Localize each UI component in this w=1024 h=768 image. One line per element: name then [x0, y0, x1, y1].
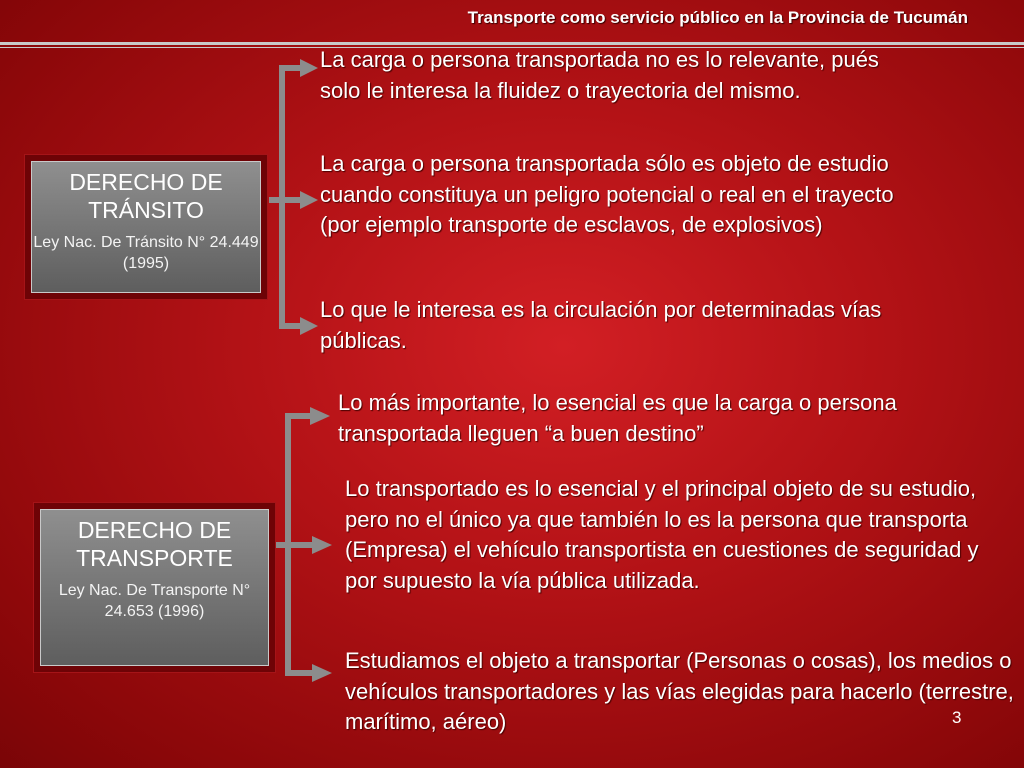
arrow-head-icon	[312, 536, 332, 554]
transito-statement-1: La carga o persona transportada no es lo relevante, pués solo le interesa la fluidez o trayectoria del mismo.	[320, 47, 879, 103]
transito-statement-3: Lo que le interesa es la circulación por determinadas vías públicas.	[320, 297, 882, 353]
page-number: 3	[952, 708, 962, 727]
derecho-transito-law: Ley Nac. De Tránsito N° 24.449 (1995)	[33, 234, 259, 272]
arrow-head-icon	[310, 407, 330, 425]
derecho-transporte-box	[40, 509, 269, 666]
arrow-head-icon	[312, 664, 332, 682]
arrow-head-icon	[300, 317, 318, 335]
derecho-transporte-law: Ley Nac. De Transporte N° 24.653 (1996)	[58, 582, 251, 620]
derecho-transito-title: DERECHO DE TRÁNSITO	[69, 169, 223, 223]
slide-title: Transporte como servicio público en la Provincia de Tucumán	[467, 8, 968, 27]
derecho-transporte-title: DERECHO DE TRANSPORTE	[76, 517, 233, 571]
transporte-statement-1: Lo más importante, lo esencial es que la carga o persona transportada lleguen “a buen destino”	[338, 390, 897, 446]
transporte-statement-3: Estudiamos el objeto a transportar (Personas o cosas), los medios o vehículos transportadores y las vías elegidas para hacerlo (terrestre, marítimo, aéreo)	[345, 648, 1014, 734]
arrow-head-icon	[300, 59, 318, 77]
arrow-head-icon	[300, 191, 318, 209]
transito-statement-2: La carga o persona transportada sólo es objeto de estudio cuando constituya un peligro potencial o real en el trayecto (por ejemplo transporte de esclavos, de explosivos)	[320, 151, 894, 237]
transporte-statement-2: Lo transportado es lo esencial y el principal objeto de su estudio, pero no el único ya que también lo es la persona que transporta (Empresa) el vehículo transportista en cuestiones de seguridad y por supuesto la vía pública utilizada.	[345, 476, 979, 593]
derecho-transito-box	[31, 161, 261, 293]
